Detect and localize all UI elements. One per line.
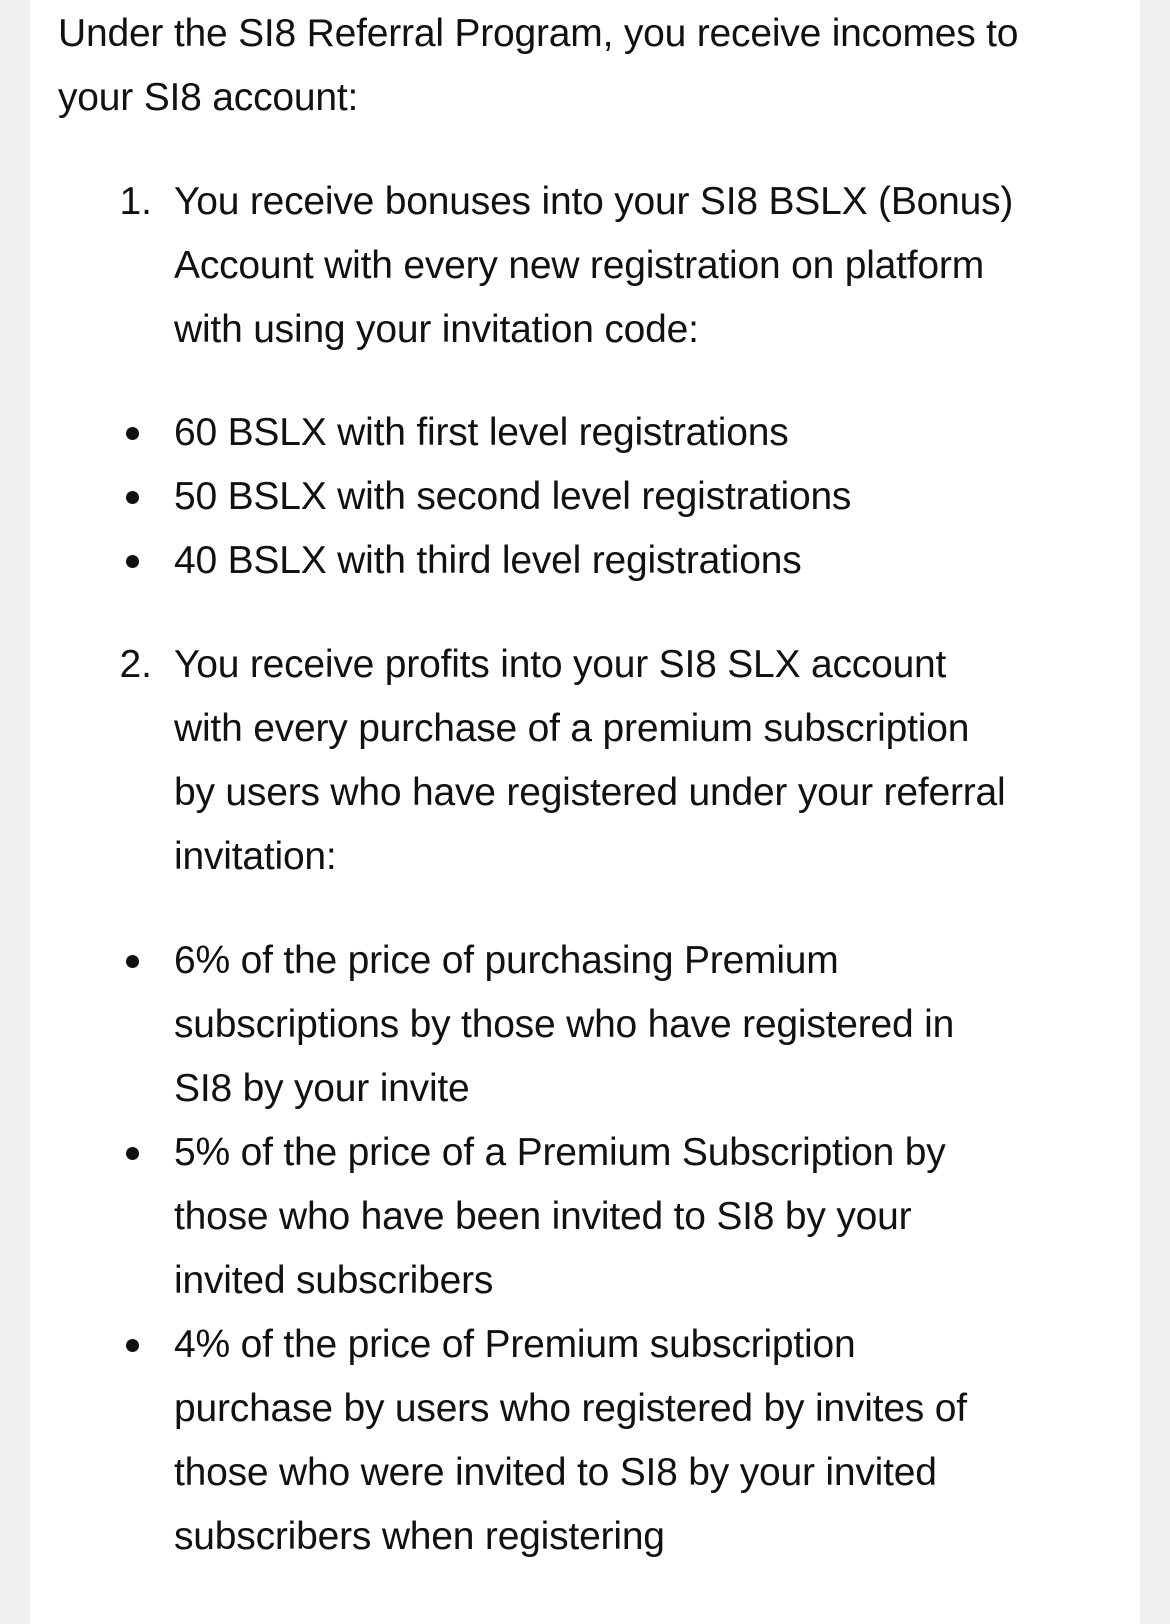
section1-line-2: Account with every new registration on platform xyxy=(174,244,984,287)
section2-line-3: by users who have registered under your referral xyxy=(174,771,1006,814)
bullet-dot xyxy=(126,1339,139,1352)
bonus-list-item: 60 BSLX with first level registrations xyxy=(174,411,789,454)
bonus-list-item: 40 BSLX with third level registrations xyxy=(174,539,802,582)
profit-list-item-line: invited subscribers xyxy=(174,1259,494,1302)
profit-list-item-line: those who have been invited to SI8 by your xyxy=(174,1195,912,1238)
list-number-1: 1. xyxy=(119,180,152,223)
profit-list-item-line: purchase by users who registered by invites of xyxy=(174,1387,967,1430)
profit-list-item-line: 5% of the price of a Premium Subscription by xyxy=(174,1131,946,1174)
bonus-list-item: 50 BSLX with second level registrations xyxy=(174,475,852,518)
intro-line-1: Under the SI8 Referral Program, you receive incomes to xyxy=(58,12,1019,55)
article-content xyxy=(30,0,1140,1624)
bullet-dot xyxy=(126,555,139,568)
bullet-dot xyxy=(126,1147,139,1160)
profit-list-item-line: SI8 by your invite xyxy=(174,1067,470,1110)
profit-list-item-line: those who were invited to SI8 by your invited xyxy=(174,1451,937,1494)
profit-list-item-line: subscriptions by those who have registered in xyxy=(174,1003,955,1046)
profit-list-item-line: 6% of the price of purchasing Premium xyxy=(174,939,839,982)
profit-list-item-line: subscribers when registering xyxy=(174,1515,665,1558)
section2-line-1: You receive profits into your SI8 SLX account xyxy=(174,643,947,686)
section2-line-4: invitation: xyxy=(174,835,337,878)
section2-line-2: with every purchase of a premium subscription xyxy=(174,707,970,750)
list-number-2: 2. xyxy=(119,643,152,686)
section1-line-3: with using your invitation code: xyxy=(174,308,699,351)
bullet-dot xyxy=(126,491,139,504)
profit-list-item-line: 4% of the price of Premium subscription xyxy=(174,1323,856,1366)
section1-line-1: You receive bonuses into your SI8 BSLX (Bonus) xyxy=(174,180,1014,223)
bullet-dot xyxy=(126,955,139,968)
intro-line-2: your SI8 account: xyxy=(58,76,359,119)
bullet-dot xyxy=(126,427,139,440)
